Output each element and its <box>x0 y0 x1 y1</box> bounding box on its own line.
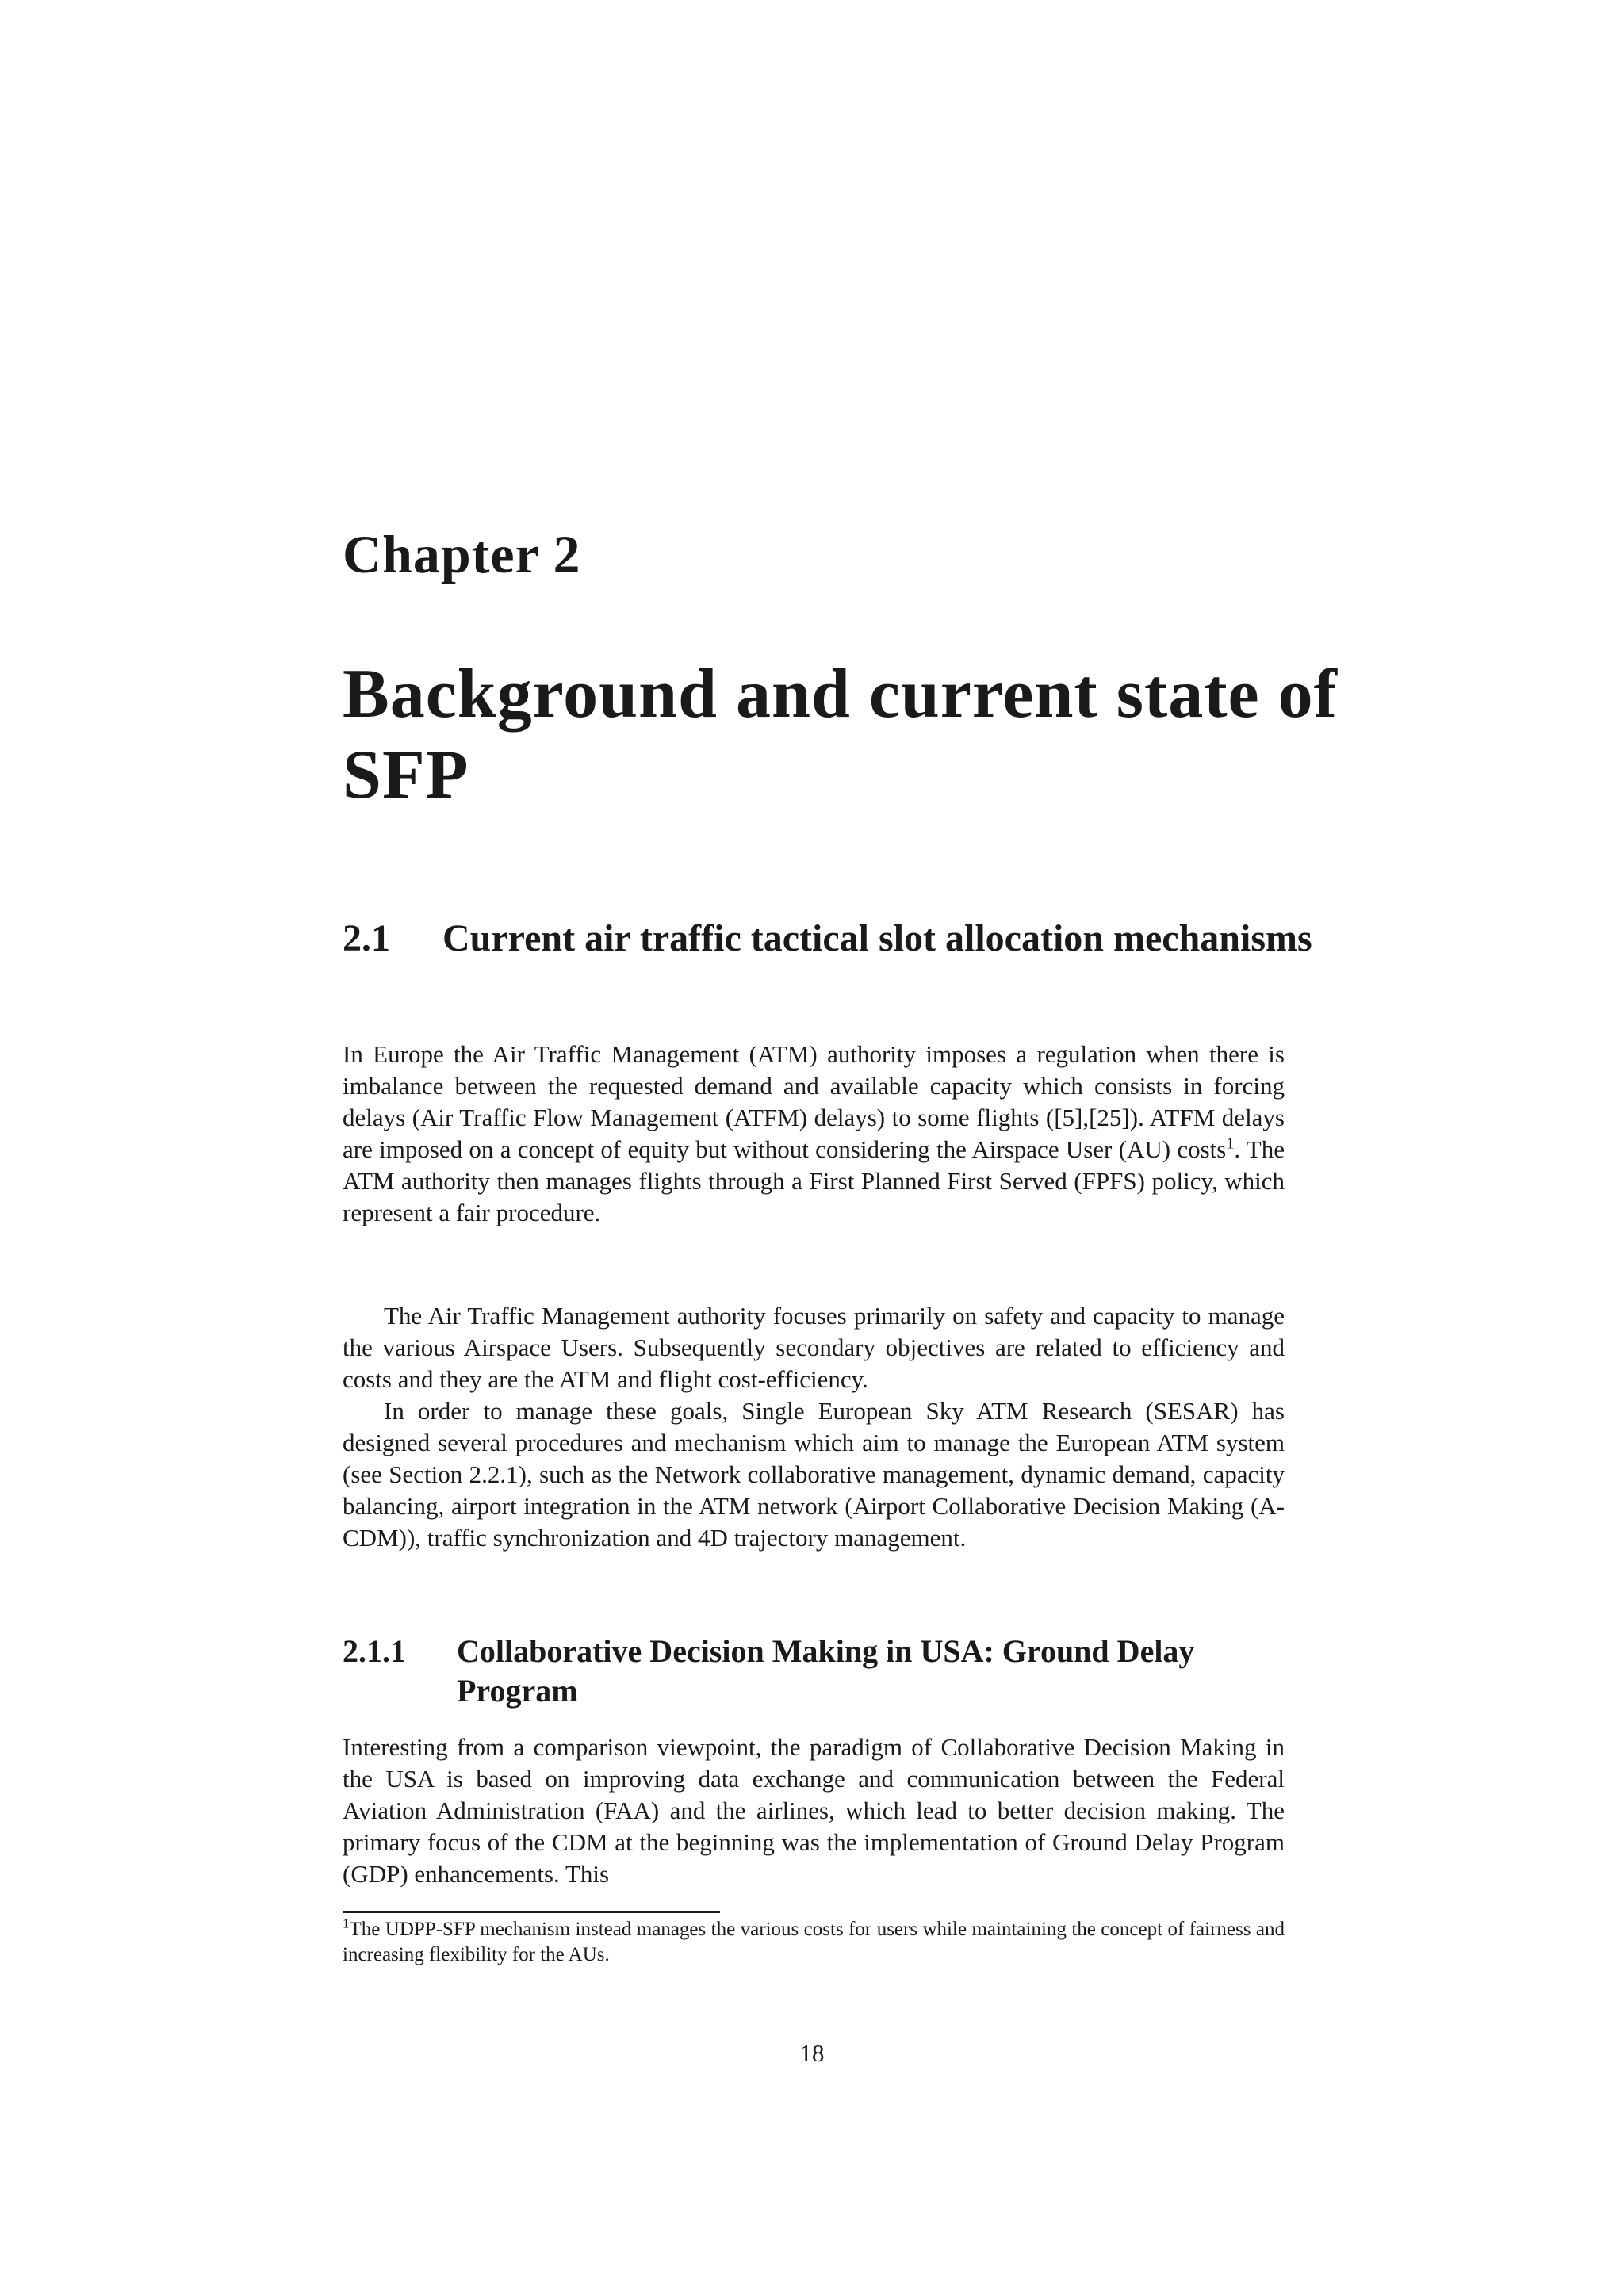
body-paragraph <box>343 1732 1285 1890</box>
footnote-divider <box>343 1911 720 1913</box>
section-number: 2.1 <box>343 917 390 959</box>
subsection-title: Collaborative Decision Making in USA: Ground Delay Program <box>457 1633 1195 1709</box>
body-paragraph <box>343 1039 1285 1229</box>
footnote-mark: 1 <box>343 1915 350 1931</box>
chapter-title: Background and current state of SFP <box>343 656 1338 813</box>
footnote-reference: 1 <box>1226 1135 1235 1153</box>
paragraph-text: . The ATM authority then manages flights through a First Planned First Served (FPFS) policy, which represent a fair procedure. <box>343 1135 1285 1226</box>
section-title: Current air traffic tactical slot allocation mechanisms <box>442 917 1312 959</box>
subsection-number: 2.1.1 <box>343 1633 406 1669</box>
page-number: 18 <box>799 2039 825 2067</box>
paragraph-text: Interesting from a comparison viewpoint, the paradigm of Collaborative Decision Making in the USA is based on improving data exchange and communication between the Federal Aviation Administration (FAA) and the airlines, which lead to better decision making. The primary focus of the CDM at the beginning was the implementation of Ground Delay Program (GDP) enhancements. This <box>343 1733 1285 1888</box>
paragraph-text: In Europe the Air Traffic Management (ATM) authority imposes a regulation when there is imbalance between the requested demand and available capacity which consists in forcing delays (Air Traffic Flow Management (ATFM) delays) to some flights ([5],[25]). ATFM delays are imposed on a concept of equity but without considering the Airspace User (AU) costs <box>343 1040 1285 1163</box>
footnote-text: The UDPP-SFP mechanism instead manages the various costs for users while maintaining the concept of fairness and increasing flexibility for the AUs. <box>343 1919 1285 1965</box>
body-paragraph <box>343 1300 1285 1395</box>
paragraph-text: In order to manage these goals, Single European Sky ATM Research (SESAR) has designed several procedures and mechanism which aim to manage the European ATM system (see Section 2.2.1), such as the Network collaborative management, dynamic demand, capacity balancing, airport integration in the ATM network (Airport Collaborative Decision Making (A-CDM)), traffic synchronization and 4D trajectory management. <box>343 1397 1285 1552</box>
paragraph-text: The Air Traffic Management authority focuses primarily on safety and capacity to manage the various Airspace Users. Subsequently secondary objectives are related to efficiency and costs and they are the ATM and flight cost-efficiency. <box>343 1302 1285 1393</box>
chapter-label: Chapter 2 <box>343 524 581 584</box>
body-paragraph <box>343 1395 1285 1554</box>
footnote <box>343 1917 1285 1968</box>
